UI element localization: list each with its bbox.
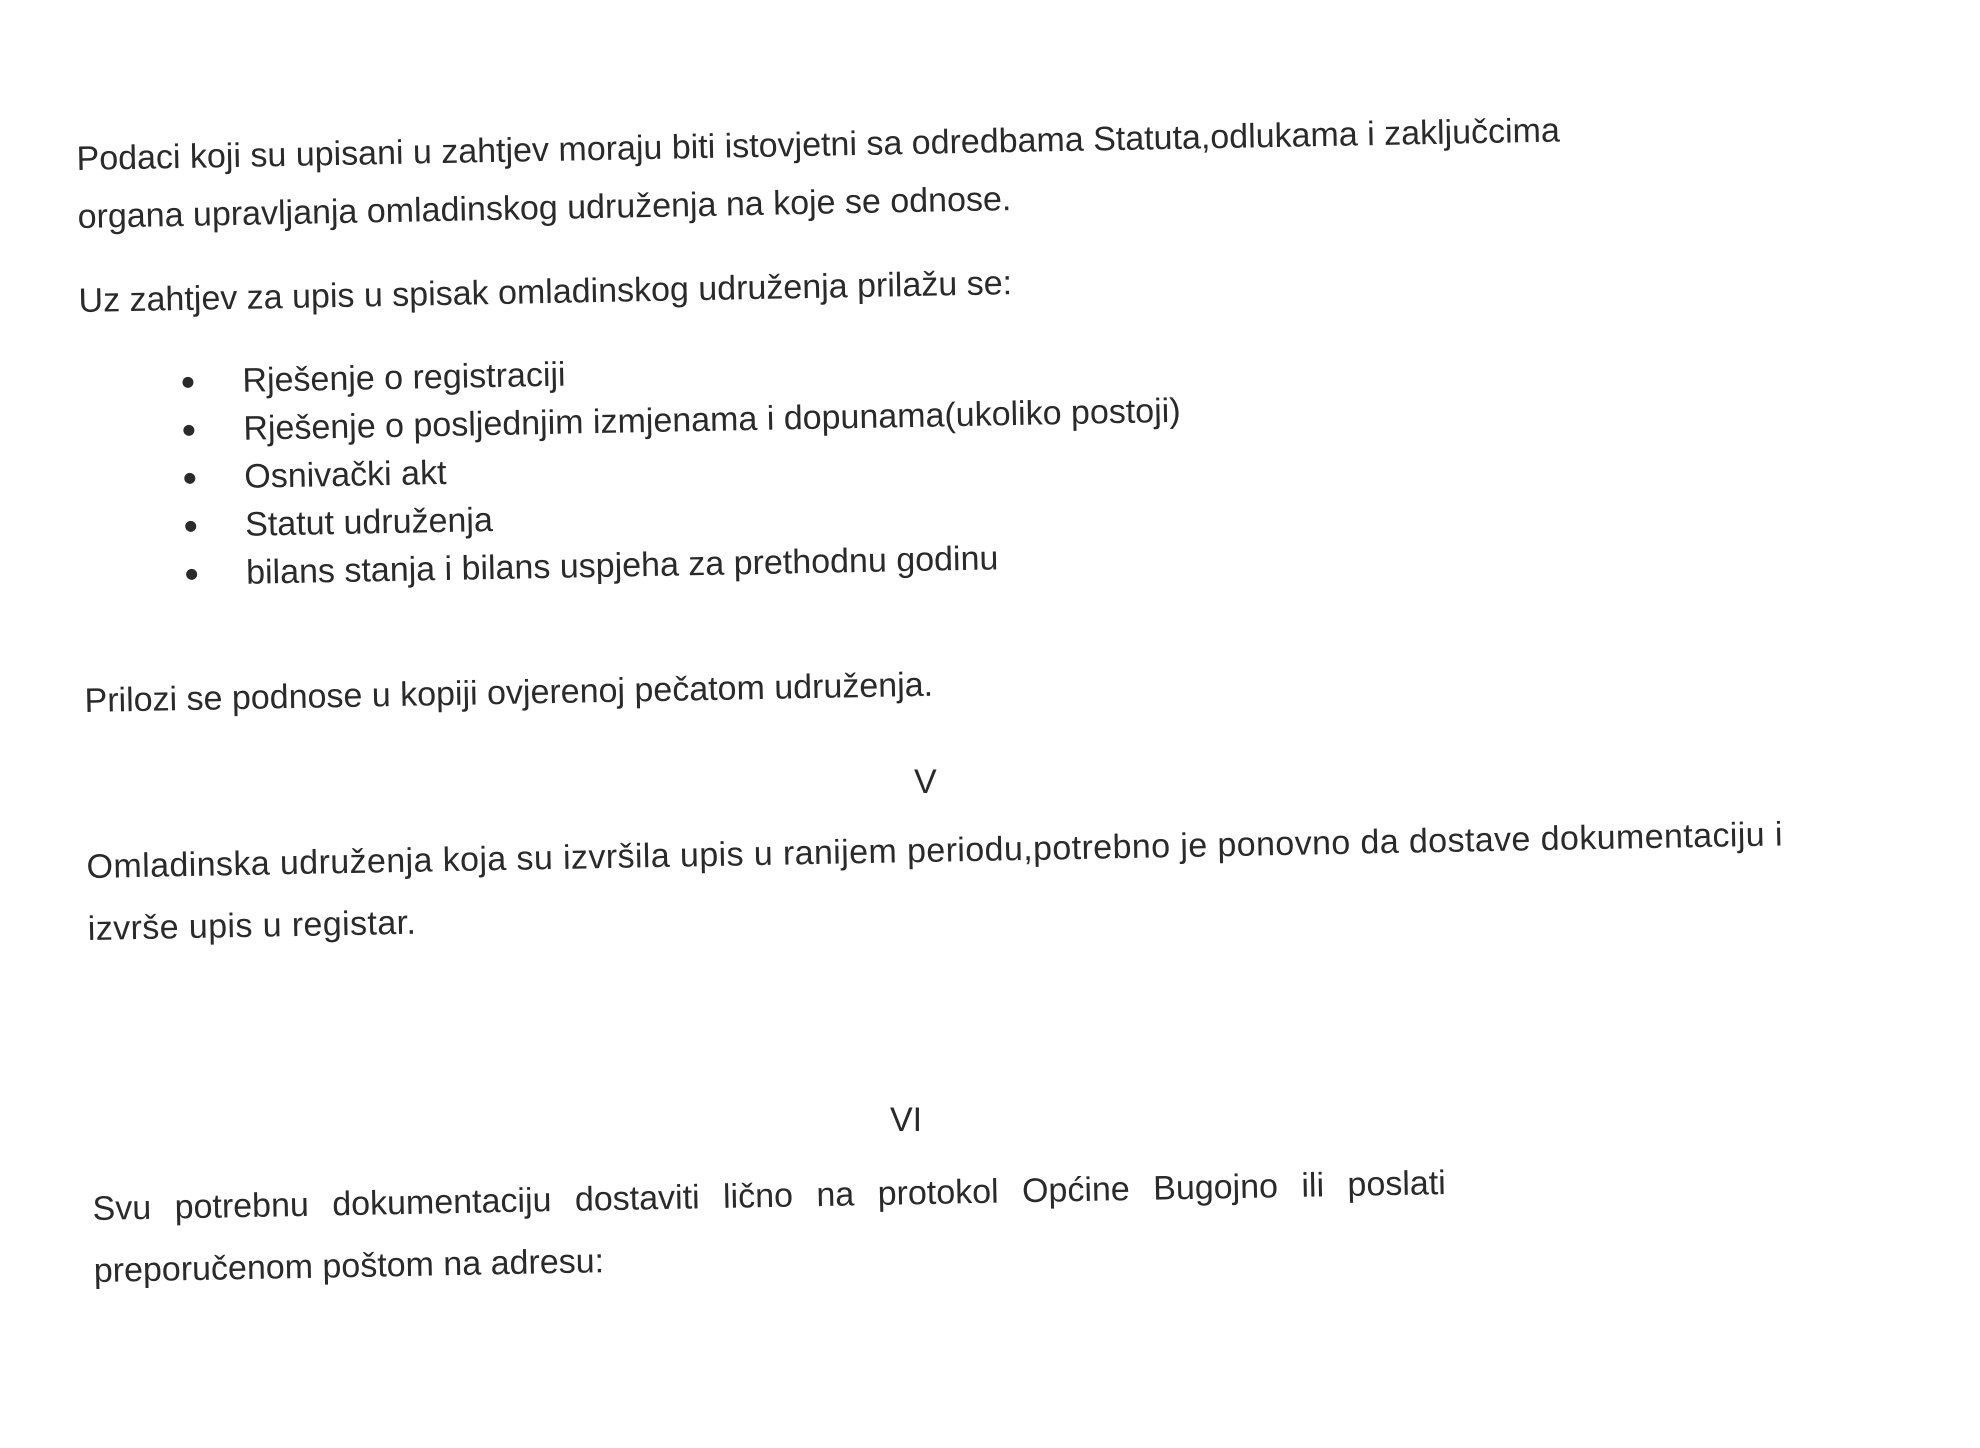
section-heading-v: V [914,763,937,801]
re-registration-paragraph [86,801,1928,960]
attachments-note: Prilozi se podnose u kopiji ovjerenoj pečatom udruženja. [84,665,934,720]
requirements-paragraph [76,102,1562,246]
list-item-text: bilans stanja i bilans uspjeha za prethodnu godinu [245,539,999,592]
bullet-icon [184,473,195,484]
paragraph-line: Svu potrebnu dokumentaciju dostaviti lično na protokol Općine Bugojno ili poslati [92,1164,1447,1228]
bullet-icon [185,521,196,532]
list-item-text: Statut udruženja [244,501,494,544]
paragraph-line: organa upravljanja omladinskog udruženja na koje se odnose. [77,180,1012,236]
list-item-text: Rješenje o registraciji [242,355,566,400]
attachments-intro: Uz zahtjev za upis u spisak omladinskog udruženja prilažu se: [78,264,1013,320]
bullet-icon [182,377,193,388]
bullet-icon [183,425,194,436]
paragraph-line: preporučenom poštom na adresu: [93,1242,605,1290]
list-item-text: Rješenje o posljednjim izmjenama i dopunama(ukoliko postoji) [243,391,1181,448]
delivery-paragraph [92,1152,1448,1302]
section-heading-vi: VI [890,1101,923,1139]
paragraph-line: Podaci koji su upisani u zahtjev moraju biti istovjetni sa odredbama Statuta,odlukama i zaključcima [76,111,1561,178]
paragraph-line: Omladinska udruženja koja su izvršila upis u ranijem periodu,potrebno je ponovno da dostave dokumentaciju i [86,815,1784,886]
bullet-icon [186,569,197,580]
paragraph-line: izvrše upis u registar. [87,903,417,948]
list-item-text: Osnivački akt [243,453,447,496]
attachments-list [180,339,1184,598]
